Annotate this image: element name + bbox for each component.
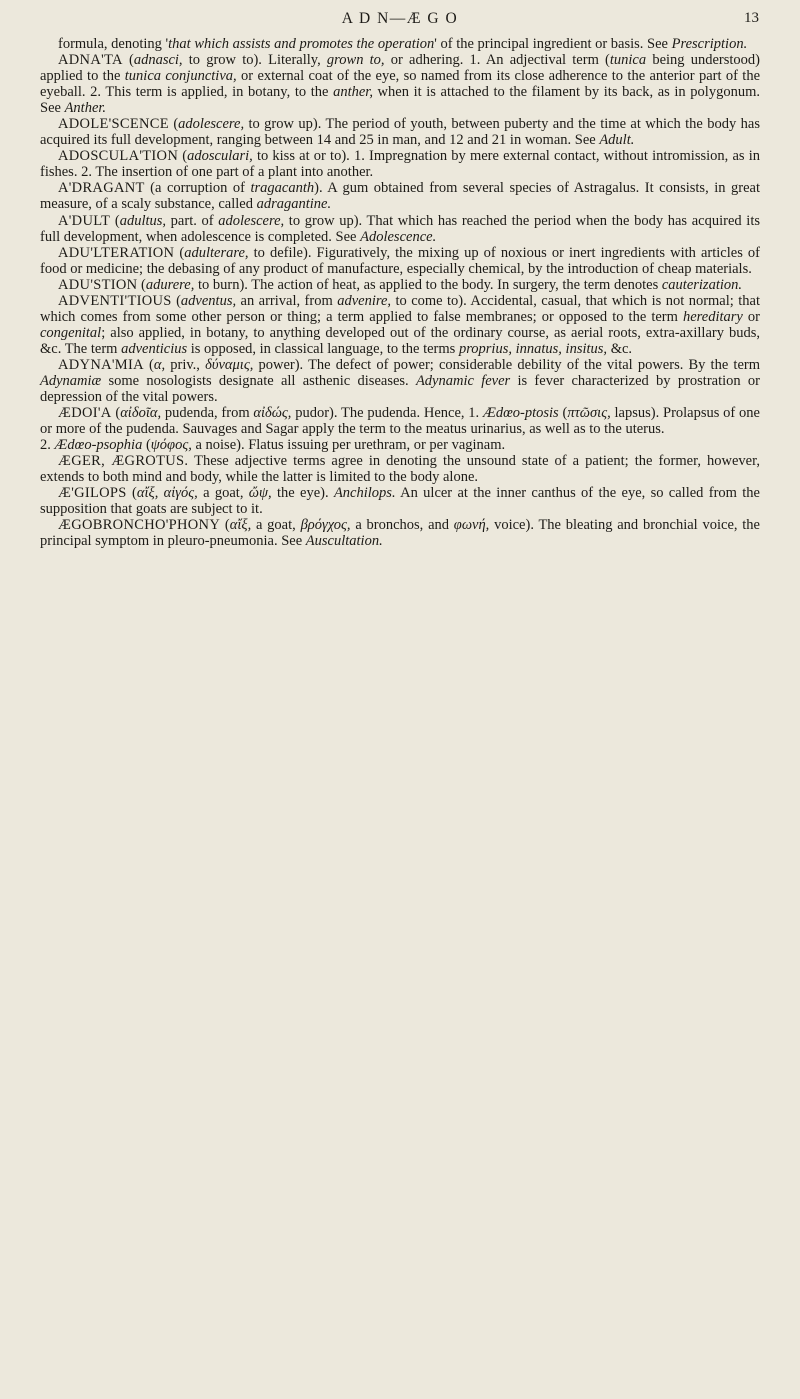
italic-text: cauterization. [661, 276, 743, 293]
entry-text: ( [174, 244, 185, 261]
entry-adnata [40, 52, 760, 116]
italic-text: Adult. [599, 132, 635, 149]
entry-text: or external coat of the eye, so named from its close adherence to the anterior part of the eyeball. 2. This term is applied, in botany, to the [40, 68, 761, 101]
entry-adolescence [40, 116, 760, 148]
entry-text: a bronchos, and [350, 517, 454, 534]
italic-text: Anther. [64, 100, 107, 117]
headword: ÆGER, ÆGROTUS. [58, 453, 189, 470]
italic-text: advenire, [337, 292, 392, 309]
italic-text: that which assists and promotes the operation [168, 36, 435, 52]
entry-adynamia [40, 357, 760, 405]
dictionary-entries [40, 36, 760, 550]
entry-text: ( [220, 517, 230, 534]
italic-text: adultus, [119, 212, 167, 229]
italic-text: α, [153, 356, 166, 373]
italic-text: tunica [609, 52, 647, 69]
headword: A'DRAGANT [58, 180, 145, 197]
entry-text: to defile). Figuratively, the mixing up of noxious or inert ingredients with articles of food or medicine; the debasing of any product of manufacture, especially chemical, by the introduction of cheap materials. [40, 244, 760, 277]
italic-text: δύναμις, [205, 356, 254, 373]
entry-text: is fever characterized by prostration or depression of the vital powers. [40, 372, 760, 406]
entry-text: to grow up). That which has reached the period when the body has acquired its full development, when adolescence is completed. See [40, 212, 760, 245]
headword: ADNA'TA [58, 52, 123, 69]
italic-text: adventus, [180, 292, 237, 309]
entry-text: 2. [40, 437, 55, 454]
entry-adustion [40, 277, 760, 293]
entry-text: the eye). [271, 485, 334, 502]
entry-text: priv., [165, 356, 206, 373]
italic-text: adurere, [145, 276, 195, 293]
italic-text: Auscultation. [305, 533, 383, 550]
italic-text: πτῶσις, [567, 405, 611, 422]
italic-text: proprius, innatus, insitus, [458, 340, 608, 357]
entry-text: ( [178, 148, 188, 165]
entry-text: voice). The bleating and bronchial voice, the principal symptom in pleuro-pneumonia. See [40, 517, 760, 550]
headword: ADVENTI'TIOUS [58, 292, 172, 309]
entry-text: to come to). Accidental, casual, that which is not normal; that which comes from some other person or thing; a term applied to false membranes; or opposed to the term [40, 292, 760, 325]
entry-adventitious [40, 293, 760, 357]
entry-text: lapsus). Prolapsus of one or more of the pudenda. Sauvages and Sagar apply the term to the meatus urinarius, as well as to the uterus. [40, 405, 760, 438]
entry-text: pudor). The pudenda. Hence, 1. [291, 405, 483, 422]
entry-text: formula, denoting ' [58, 36, 169, 52]
entry-text: ' of the principal ingredient or basis. See [434, 36, 672, 52]
entry-aeger [40, 453, 760, 485]
italic-text: ψόφος, [150, 437, 192, 454]
italic-text: Adynamiæ [40, 372, 102, 389]
italic-text: adragantine. [256, 196, 332, 213]
entry-text: ( [122, 52, 134, 69]
entry-text: when it is attached to the filament by its back, as in polygonum. See [40, 84, 760, 117]
italic-text: Prescription. [671, 36, 748, 52]
italic-text: adolescere, [218, 212, 285, 229]
italic-text: αἴξ, [229, 517, 252, 534]
entry-text: to grow to). Literally, [182, 52, 327, 69]
entry-text: An ulcer at the inner canthus of the eye, so called from the supposition that goats are subject to it. [40, 485, 760, 518]
italic-text: tunica conjunctiva, [124, 68, 237, 85]
entry-text: ; also applied, in botany, to anything developed out of the ordinary course, as aerial roots, extra-axillary buds, &c. The term [40, 324, 760, 357]
italic-text: βρόγχος, [300, 517, 351, 534]
italic-text: adulterare, [184, 244, 249, 261]
italic-text: ὤψ, [248, 485, 272, 502]
entry-text: to burn). The action of heat, as applied to the body. In surgery, the term denotes [194, 276, 662, 293]
entry-text: ( [110, 212, 120, 229]
entry-text: a goat, [197, 485, 249, 502]
entry-text: or adhering. 1. An adjectival term ( [384, 52, 610, 69]
italic-text: adnasci, [133, 52, 183, 69]
italic-text: Ædœo-psophia [54, 437, 143, 454]
italic-text: αἰδώς, [253, 405, 292, 422]
entry-adult [40, 213, 760, 245]
entry-text: some nosologists designate all asthenic diseases. [101, 372, 416, 389]
entry-text: part. of [166, 212, 219, 229]
entry-text: pudenda, from [161, 405, 254, 422]
headword: ÆGOBRONCHO'PHONY [58, 517, 221, 534]
entry-text: is opposed, in classical language, to the terms [187, 340, 459, 357]
entry-text: &c. [607, 340, 633, 357]
entry-adragant [40, 180, 760, 212]
italic-text: hereditary [682, 308, 743, 325]
italic-text: Ædœo-ptosis [482, 405, 559, 422]
running-head [0, 10, 800, 36]
entry-text: ( [171, 292, 181, 309]
entry-aedoia-2 [40, 437, 760, 453]
entry-adosculation [40, 148, 760, 180]
italic-text: adolescere, [178, 116, 245, 133]
entry-text: ( [142, 437, 151, 454]
entry-aedoia [40, 405, 760, 437]
headword: A'DULT [58, 212, 111, 229]
entry-text: ( [143, 356, 154, 373]
headword: ADOLE'SCENCE [58, 116, 169, 133]
italic-text: tragacanth [250, 180, 315, 197]
italic-text: adventicius [121, 340, 188, 357]
entry-text: power). The defect of power; considerable debility of the vital powers. By the term [253, 356, 760, 373]
entry-text: These adjective terms agree in denoting the unsound state of a patient; the former, however, extends to both mind and body, while the latter is limited to the body alone. [40, 453, 760, 486]
headword: ADU'STION [58, 276, 138, 293]
italic-text: αἰδοῖα, [120, 405, 162, 422]
entry-aegilops [40, 485, 760, 517]
entry-text: an arrival, from [236, 292, 338, 309]
headword: ADOSCULA'TION [58, 148, 179, 165]
italic-text: Adolescence. [360, 228, 437, 245]
italic-text: congenital [40, 324, 102, 341]
italic-text: grown to, [326, 52, 385, 69]
page-number: 13 [744, 10, 759, 26]
italic-text: Adynamic fever [415, 372, 511, 389]
entry-text: ). A gum obtained from several species of Astragalus. It consists, in great measure, of a scaly substance, called [40, 180, 760, 213]
italic-text: Anchilops. [333, 485, 396, 502]
running-title: A D N—Æ G O [341, 10, 459, 27]
entry-text: to kiss at or to). 1. Impregnation by mere external contact, without intromission, as in fishes. 2. The insertion of one part of a plant into another. [40, 148, 760, 181]
entry-text: a goat, [251, 517, 301, 534]
entry-aegobronchophony [40, 517, 760, 549]
italic-text: αἴξ, αἰγός, [136, 485, 198, 502]
entry-text: a noise). Flatus issuing per urethram, or per vaginam. [191, 437, 506, 454]
italic-text: anther, [333, 84, 373, 101]
headword: ADYNA'MIA [58, 356, 144, 373]
entry-text: (a corruption of [144, 180, 251, 197]
entry-formula-cont [40, 36, 760, 52]
entry-text: ( [558, 405, 568, 422]
italic-text: φωνή, [453, 517, 490, 534]
entry-text: ( [126, 485, 137, 502]
headword: ÆDOI'A [58, 405, 112, 422]
entry-adulteration [40, 245, 760, 277]
entry-text: ( [111, 405, 121, 422]
entry-text: or [742, 308, 760, 325]
italic-text: adosculari, [187, 148, 253, 165]
headword: ADU'LTERATION [58, 244, 175, 261]
entry-text: ( [168, 116, 179, 133]
entry-text: being understood) applied to the [40, 52, 760, 85]
entry-text: ( [137, 276, 146, 293]
headword: Æ'GILOPS [58, 485, 127, 502]
entry-text: to grow up). The period of youth, between puberty and the time at which the body has acquired its full development, ranging between 14 and 25 in man, and 12 and 21 in woman. See [40, 116, 760, 149]
